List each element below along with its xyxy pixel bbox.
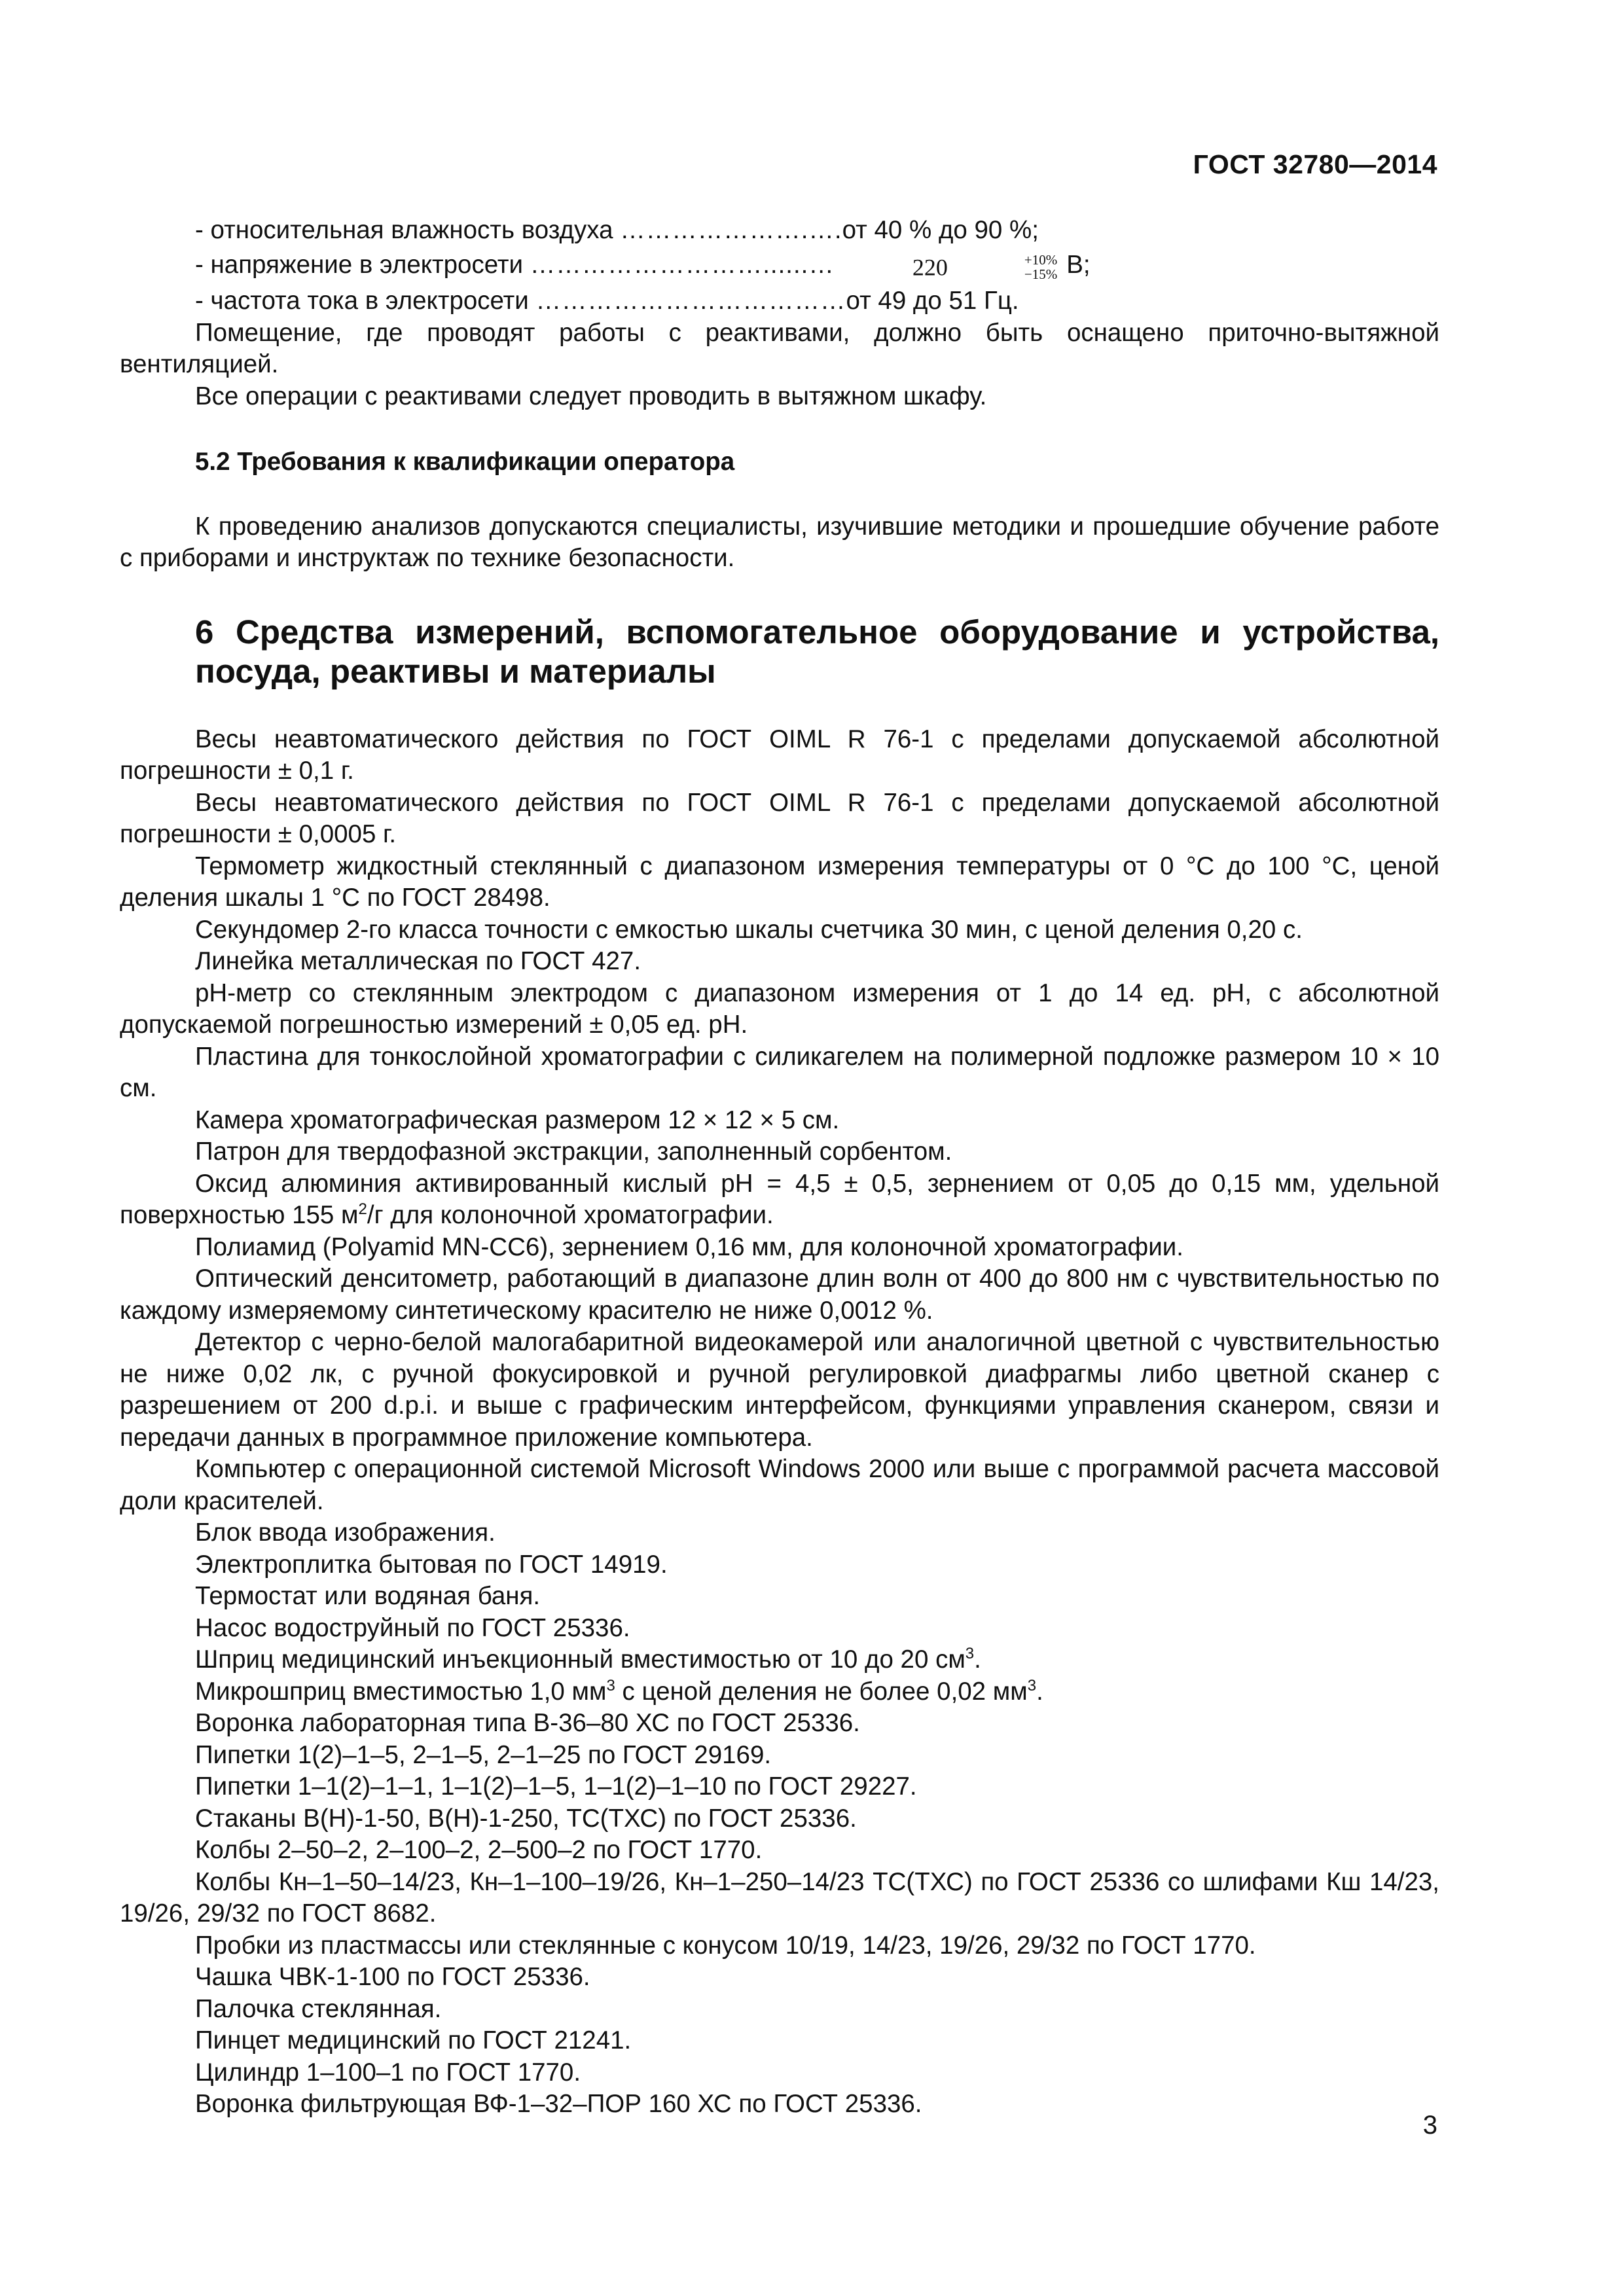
page-number: 3 <box>1422 2111 1437 2140</box>
list-item-syringe: Шприц медицинский инъекционный вместимостью от 10 до 20 $см^3$. <box>195 1645 981 1674</box>
voltage-tolerance: 220 +10% −15% <box>912 252 1058 283</box>
list-item: Воронка лабораторная типа В-36–80 ХС по ГОСТ 25336. <box>195 1709 860 1738</box>
list-item: Пипетки 1(2)–1–5, 2–1–5, 2–1–25 по ГОСТ 29169. <box>195 1740 772 1769</box>
list-item: Термометр жидкостный стеклянный с диапазоном измерения температуры от 0 °С до 100 °С, ценой деления шкалы 1 °С по ГОСТ 28498. <box>120 852 1439 912</box>
paragraph-ventilation: Помещение, где проводят работы с реактивами, должно быть оснащено приточно-вытяжной вентиляцией. <box>120 318 1439 379</box>
list-item: Колбы 2–50–2, 2–100–2, 2–500–2 по ГОСТ 1770. <box>195 1836 763 1865</box>
list-item-alumina: Оксид алюминия активированный кислый рН = 4,5 ± 0,5, зернением от 0,05 до 0,15 мм, удельной поверхностью 155 $м^2/г$ для колоночной хроматографии. <box>120 1169 1439 1230</box>
list-item: Оптический денситометр, работающий в диапазоне длин волн от 400 до 800 нм с чувствительностью по каждому измеряемому синтетическому красителю не ниже 0,0012 %. <box>120 1265 1439 1325</box>
list-item: Камера хроматографическая размером 12 × 12 × 5 см. <box>195 1105 840 1134</box>
list-item: рН-метр со стеклянным электродом с диапазоном измерения от 1 до 14 ед. рН, с абсолютной допускаемой погрешностью измерений ± 0,05 ед. рН. <box>120 978 1439 1039</box>
list-item: Детектор с черно-белой малогабаритной видеокамерой или аналогичной цветной с чувствительностью не ниже 0,02 лк, с ручной фокусировкой и ручной регулировкой диафрагмы либо цветной сканер с разрешением от 200 d.p.i. и выше с графическим интерфейсом, функциями управления сканером, связи и передачи данных в программное приложение компьютера. <box>120 1328 1439 1452</box>
list-item: Компьютер с операционной системой Microsoft Windows 2000 или выше с программой расчета массовой доли красителей. <box>120 1455 1439 1515</box>
list-item: Пинцет медицинский по ГОСТ 21241. <box>195 2026 632 2055</box>
list-item: Линейка металлическая по ГОСТ 427. <box>195 947 641 976</box>
section-6-heading: 6 Средства измерений, вспомогательное оборудование и устройства, посуда, реактивы и материалы <box>195 613 1439 690</box>
document-body <box>120 215 1439 2121</box>
list-item: Термостат или водяная баня. <box>195 1582 541 1611</box>
condition-frequency: - частота тока в электросети ………………………………от 49 до 51 Гц. <box>195 287 1019 315</box>
section-5-2-text: К проведению анализов допускаются специалисты, изучившие методики и прошедшие обучение работе с приборами и инструктаж по технике безопасности. <box>120 512 1439 573</box>
list-item: Палочка стеклянная. <box>195 1994 442 2023</box>
list-item: Пластина для тонкослойной хроматографии с силикагелем на полимерной подложке размером 10 × 10 см. <box>120 1042 1439 1103</box>
list-item: Пробки из пластмассы или стеклянные с конусом 10/19, 14/23, 19/26, 29/32 по ГОСТ 1770. <box>195 1931 1256 1960</box>
list-item: Секундомер 2-го класса точности с емкостью шкалы счетчика 30 мин, с ценой деления 0,20 с. <box>195 915 1303 944</box>
paragraph-fume-hood: Все операции с реактивами следует проводить в вытяжном шкафу. <box>195 382 987 410</box>
condition-humidity: - относительная влажность воздуха ………………….….от 40 % до 90 %; <box>195 216 1039 244</box>
list-item: Полиамид (Polyamid MN-CC6), зернением 0,16 мм, для колоночной хроматографии. <box>195 1232 1183 1261</box>
list-item: Электроплитка бытовая по ГОСТ 14919. <box>195 1550 668 1579</box>
list-item: Патрон для твердофазной экстракции, заполненный сорбентом. <box>195 1138 952 1166</box>
document-id-header: ГОСТ 32780—2014 <box>1193 149 1437 179</box>
list-item: Блок ввода изображения. <box>195 1518 496 1547</box>
list-item: Цилиндр 1–100–1 по ГОСТ 1770. <box>195 2058 581 2087</box>
list-item: Весы неавтоматического действия по ГОСТ OIML R 76-1 с пределами допускаемой абсолютной погрешности ± 0,0005 г. <box>120 788 1439 849</box>
list-item: Пипетки 1–1(2)–1–1, 1–1(2)–1–5, 1–1(2)–1–10 по ГОСТ 29227. <box>195 1772 917 1801</box>
list-item-microsyringe: Микрошприц вместимостью 1,0 $мм^3$ с ценой деления не более 0,02 $мм^3$. <box>195 1676 1043 1706</box>
list-item: Весы неавтоматического действия по ГОСТ OIML R 76-1 с пределами допускаемой абсолютной погрешности ± 0,1 г. <box>120 725 1439 785</box>
section-5-2-heading: 5.2 Требования к квалификации оператора <box>195 448 735 476</box>
list-item: Чашка ЧВК-1-100 по ГОСТ 25336. <box>195 1963 590 1992</box>
list-item: Колбы Кн–1–50–14/23, Кн–1–100–19/26, Кн–1–250–14/23 ТС(ТХС) по ГОСТ 25336 со шлифами Кш 14/23, 19/26, 29/32 по ГОСТ 8682. <box>120 1867 1439 1928</box>
condition-voltage: - напряжение в электросети ………………………......… 220 +10% −15% В; <box>120 247 1439 286</box>
list-item: Насос водоструйный по ГОСТ 25336. <box>195 1613 630 1642</box>
list-item: Стаканы В(Н)-1-50, В(Н)-1-250, ТС(ТХС) по ГОСТ 25336. <box>195 1804 857 1833</box>
list-item: Воронка фильтрующая ВФ-1–32–ПОР 160 ХС по ГОСТ 25336. <box>195 2090 922 2119</box>
